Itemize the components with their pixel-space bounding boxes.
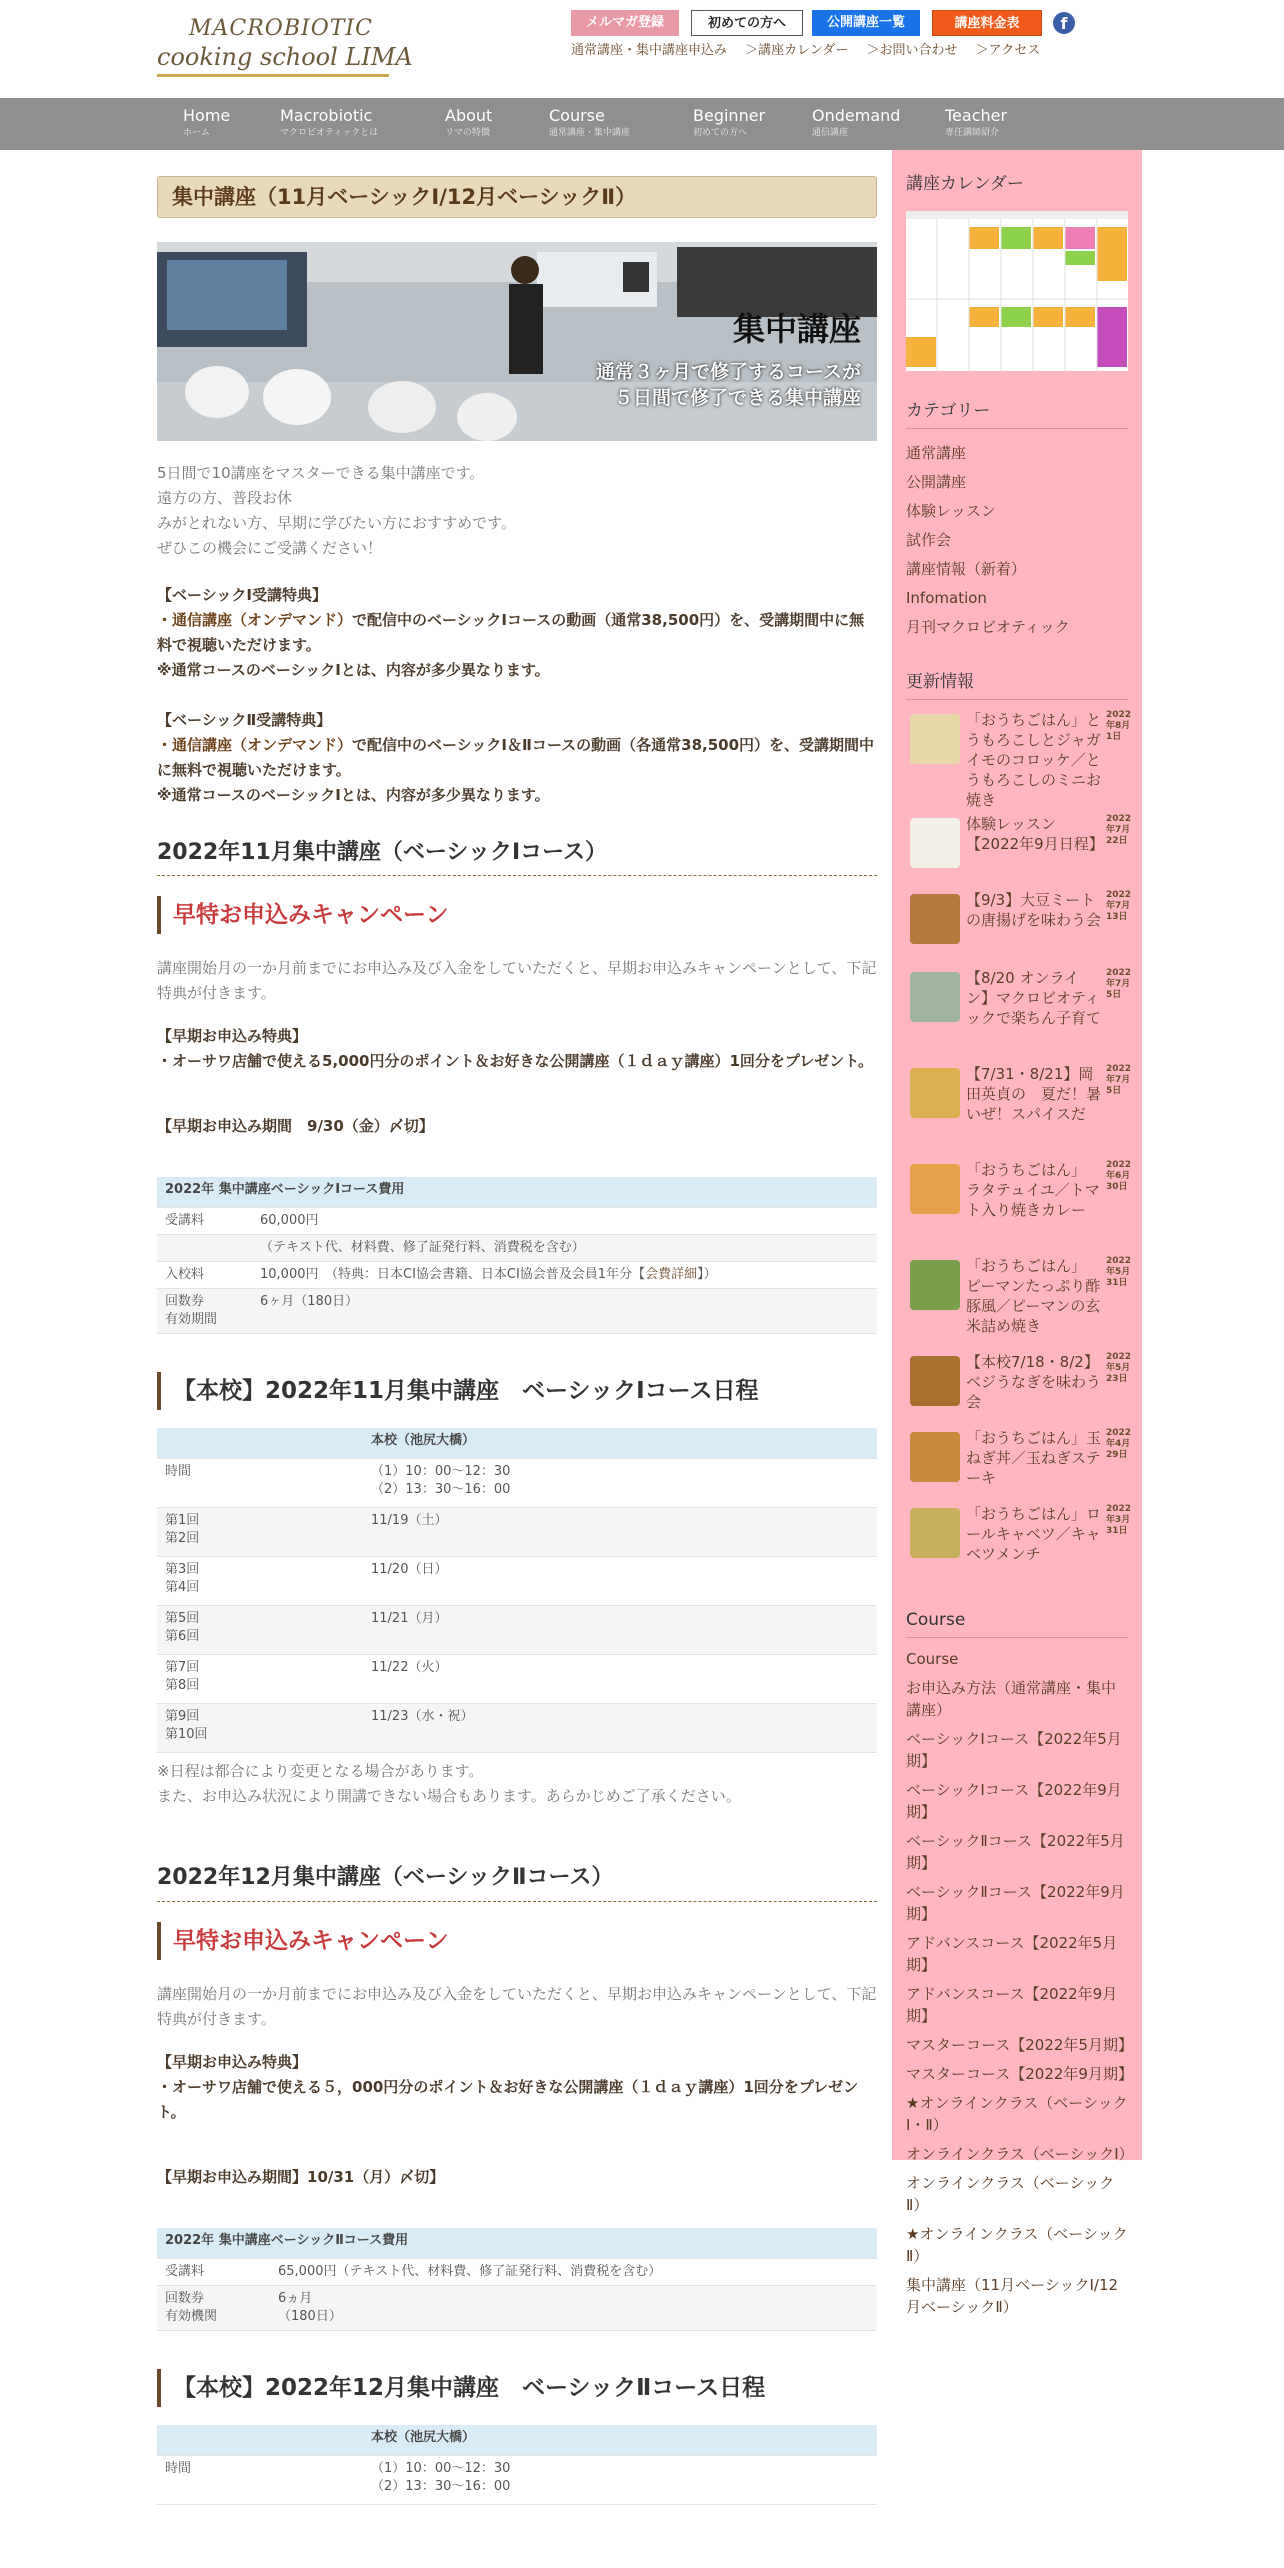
beginner-button[interactable]: 初めての方へ [691,10,803,36]
nov-perk-heading: 【早期お申込み特典】 [157,1027,308,1046]
schedule-blank-header [157,2425,363,2456]
top-links [571,40,1054,62]
fee-label [157,1235,252,1262]
course-item[interactable]: Course [906,1649,959,1668]
category-item[interactable]: 通常講座 [906,443,967,462]
hero-line1: 通常３ヶ月で修了するコースが [595,361,861,383]
link-apply[interactable]: 通常講座・集中講座申込み [571,43,728,58]
schedule-label: 第9回 第10回 [157,1704,363,1753]
course-item[interactable]: オンラインクラス（ベーシックⅠ） [906,2144,1134,2163]
fee-label: 入校料 [157,1262,252,1289]
news-item[interactable] [906,709,1132,814]
course-item[interactable]: ベーシックⅡコース【2022年5月期】 [906,1831,1125,1872]
news-thumbnail [910,1432,960,1482]
course-list [906,1648,1134,2318]
course-calendar[interactable] [906,211,1128,371]
news-title[interactable]: 【8/20 オンライン】マクロビオティックで楽ちん子育て [966,968,1102,1027]
nov-fee-table [157,1177,877,1334]
link-access[interactable]: ＞アクセス [975,43,1041,58]
news-title[interactable]: 体験レッスン【2022年9月日程】 [966,814,1104,853]
category-list [906,439,1128,642]
nov-campaign-text: 講座開始月の一か月前までにお申込み及び入金をしていただくと、早期お申込みキャンペーンとして、下記特典が付きます。 [157,959,877,1003]
category-title: カテゴリー [906,397,1128,429]
news-date: 2022年7月13日 [1106,889,1132,922]
nav-macrobiotic[interactable]: Macrobiotic マクロビオティックとは [280,106,379,138]
fee-label: 受講料 [157,2258,270,2285]
benefit-basic2 [157,708,877,808]
news-item[interactable] [906,1351,1132,1428]
news-item[interactable] [906,1503,1132,1580]
page-title: 集中講座（11月ベーシックⅠ/12月ベーシックⅡ） [157,176,877,218]
fee-value-tail: 】） [697,1267,717,1283]
news-title[interactable]: 【本校7/18・8/2】ベジうなぎを味わう会 [966,1352,1102,1411]
course-item[interactable]: 集中講座（11月ベーシックⅠ/12月ベーシックⅡ） [906,2275,1119,2316]
schedule-label: 時間 [157,2455,363,2504]
schedule-value: 11/21（月） [363,1606,877,1655]
news-date: 2022年3月31日 [1106,1503,1132,1536]
schedule-value: （1）10：00～12：30 （2）13：30～16：00 [363,2455,877,2504]
logo-line1: MACROBIOTIC [189,16,373,41]
fee-value: 60,000円 [252,1208,877,1235]
benefit-heading: 【ベーシックⅡ受講特典】 [157,711,332,729]
news-item[interactable] [906,1255,1132,1352]
nav-teacher[interactable]: Teacher 専任講師紹介 [945,106,1008,138]
news-item[interactable] [906,813,1132,890]
intro [157,461,877,561]
news-thumbnail [910,894,960,944]
news-thumbnail [910,1164,960,1214]
nov-deadline: 【早期お申込み期間 9/30（金）〆切】 [157,1117,434,1136]
fee-label: 受講料 [157,1208,252,1235]
schedule-value: 11/22（火） [363,1655,877,1704]
course-item[interactable]: アドバンスコース【2022年9月期】 [906,1984,1118,2025]
category-item[interactable]: 月刊マクロビオティック [906,617,1070,636]
logo[interactable] [157,10,413,78]
news-item[interactable] [906,967,1132,1064]
dec-campaign-text: 講座開始月の一か月前までにお申込み及び入金をしていただくと、早期お申込みキャンペーンとして、下記特典が付きます。 [157,1984,877,2028]
news-thumbnail [910,972,960,1022]
dec-fee-table [157,2228,877,2331]
schedule-label: 第7回 第8回 [157,1655,363,1704]
fee-header: 2022年 集中講座ベーシックⅡコース費用 [157,2228,877,2259]
news-title: 更新情報 [906,668,1128,700]
news-thumbnail [910,714,960,764]
course-title: Course [906,1606,1128,1638]
news-title[interactable]: 【7/31・8/21】岡田英貞の 夏だ！暑いぜ！スパイスだ [966,1064,1102,1123]
news-date: 2022年8月1日 [1106,709,1132,742]
benefit-basic1 [157,583,877,683]
hero-caption [596,359,861,411]
intro-line: ぜひこの機会にご受講ください！ [157,539,383,557]
nav-about[interactable]: About リマの特徴 [445,106,493,138]
nov-schedule-heading: 【本校】2022年11月集中講座 ベーシックⅠコース日程 [157,1372,877,1410]
ondemand-link[interactable]: ・通信講座（オンデマンド） [157,611,353,629]
benefit-heading: 【ベーシックⅠ受講特典】 [157,586,327,604]
nov-heading: 2022年11月集中講座（ベーシックⅠコース） [157,834,877,876]
fee-value: 6ヶ月（180日） [252,1289,877,1334]
dec-deadline: 【早期お申込み期間】10/31（月）〆切】 [157,2167,445,2186]
news-item[interactable] [906,1063,1132,1160]
course-item[interactable]: マスターコース【2022年5月期】 [906,2035,1133,2054]
nav-home[interactable]: Home ホーム [183,106,231,138]
hero-image [157,242,877,441]
nav-course[interactable]: Course 通常講座・集中講座 [549,106,631,138]
news-item[interactable] [906,1427,1132,1504]
schedule-label: 時間 [157,1459,363,1508]
news-date: 2022年4月29日 [1106,1427,1132,1460]
fee-value: 6ヵ月 （180日） [270,2285,877,2330]
course-item[interactable]: ★オンラインクラス（ベーシックⅠ・Ⅱ） [906,2093,1128,2134]
logo-underline [157,74,389,77]
intro-line: みがとれない方、早期に学びたい方におすすめです。 [157,514,516,532]
intro-line: 5日間で10講座をマスターできる集中講座です。 [157,464,485,482]
news-title[interactable]: 「おうちごはん」ロールキャベツ／キャベツメンチ [966,1504,1102,1563]
nov-campaign-heading: 早特お申込みキャンペーン [157,896,877,934]
nav-beginner[interactable]: Beginner 初めての方へ [693,106,766,138]
category-item[interactable]: 試作会 [906,530,952,549]
calendar-title: 講座カレンダー [906,174,1024,194]
news-list [906,709,1132,1580]
dec-schedule-heading: 【本校】2022年12月集中講座 ベーシックⅡコース日程 [157,2369,877,2407]
nov-note2: また、お申込み状況により開講できない場合もあります。あらかじめご了承ください。 [157,1787,741,1806]
nav-ondemand[interactable]: Ondemand 通信講座 [812,106,901,138]
schedule-label: 第1回 第2回 [157,1508,363,1557]
news-item[interactable] [906,1159,1132,1256]
category-item[interactable]: 公開講座 [906,472,967,491]
schedule-value: 11/23（水・祝） [363,1704,877,1753]
link-calendar[interactable]: ＞講座カレンダー [745,43,849,58]
dec-campaign-heading: 早特お申込みキャンペーン [157,1922,877,1960]
course-item[interactable]: オンラインクラス（ベーシックⅡ） [906,2173,1115,2214]
course-item[interactable]: ベーシックⅠコース【2022年9月期】 [906,1780,1122,1821]
main-content [157,150,877,2505]
news-title[interactable]: 【9/3】大豆ミートの唐揚げを味わう会 [966,890,1102,929]
schedule-col-header: 本校（池尻大橋） [363,1428,877,1459]
fee-value-cell [252,1262,877,1289]
news-date: 2022年5月31日 [1106,1255,1132,1288]
fee-details-link[interactable]: 会費詳細 [645,1267,698,1283]
main-nav [0,98,1284,150]
news-thumbnail [910,1356,960,1406]
facebook-icon[interactable]: f [1053,12,1075,34]
news-date: 2022年6月30日 [1106,1159,1132,1192]
course-item[interactable]: お申込み方法（通常講座・集中講座） [906,1678,1117,1719]
news-title[interactable]: 「おうちごはん」玉ねぎ丼／玉ねぎステーキ [966,1428,1102,1487]
news-title[interactable]: 「おうちごはん」ピーマンたっぷり酢豚風／ピーマンの玄米詰め焼き [966,1256,1101,1335]
fee-value: （テキスト代、材料費、修了証発行料、消費税を含む） [252,1235,877,1262]
intro-line: 遠方の方、普段お休 [157,489,293,507]
public-courses-button[interactable]: 公開講座一覧 [812,10,920,36]
nov-perk: ・オーサワ店舗で使える5,000円分のポイント＆お好きな公開講座（１ｄａｙ講座）1回分をプレゼント。 [157,1052,873,1071]
course-item[interactable]: ★オンラインクラス（ベーシックⅡ） [906,2224,1128,2265]
news-title[interactable]: 「おうちごはん」とうもろこしとジャガイモのコロッケ／とうもろこしのミニお焼き [966,710,1102,809]
dec-schedule-table [157,2425,877,2505]
benefit-note: ※通常コースのベーシックⅠとは、内容が多少異なります。 [157,786,550,804]
nov-note1: ※日程は都合により変更となる場合があります。 [157,1762,484,1781]
category-item[interactable]: 講座情報（新着） [906,559,1027,578]
category-item[interactable]: Infomation [906,588,987,607]
benefit-text: で配信中のベーシックⅠコースの動画（通常38,500円）を、受講期間中に無料で視聴いただけます。 [157,611,865,654]
schedule-label: 第3回 第4回 [157,1557,363,1606]
news-thumbnail [910,1260,960,1310]
fee-label: 回数券 有効機関 [157,2285,270,2330]
dec-heading: 2022年12月集中講座（ベーシックⅡコース） [157,1859,877,1901]
course-item[interactable]: マスターコース【2022年9月期】 [906,2064,1133,2083]
ondemand-link[interactable]: ・通信講座（オンデマンド） [157,736,353,754]
schedule-col-header: 本校（池尻大橋） [363,2425,877,2456]
category-item[interactable]: 体験レッスン [906,501,996,520]
news-thumbnail [910,1508,960,1558]
dec-perk-heading: 【早期お申込み特典】 [157,2052,308,2071]
benefit-note: ※通常コースのベーシックⅠとは、内容が多少異なります。 [157,661,550,679]
news-thumbnail [910,1068,960,1118]
news-date: 2022年7月5日 [1106,967,1132,1000]
news-thumbnail [910,818,960,868]
schedule-value: 11/20（日） [363,1557,877,1606]
fee-value: 65,000円（テキスト代、材料費、修了証発行料、消費税を含む） [270,2258,877,2285]
schedule-value: （1）10：00～12：30 （2）13：30～16：00 [363,1459,877,1508]
news-item[interactable] [906,889,1132,968]
dec-perk: ・オーサワ店舗で使える５，000円分のポイント＆お好きな公開講座（１ｄａｙ講座）1回分をプレゼント。 [157,2077,859,2121]
news-date: 2022年7月5日 [1106,1063,1132,1096]
course-item[interactable]: アドバンスコース【2022年5月期】 [906,1933,1118,1974]
news-date: 2022年5月23日 [1106,1351,1132,1384]
sidebar [892,150,1142,2316]
course-item[interactable]: ベーシックⅠコース【2022年5月期】 [906,1729,1122,1770]
schedule-value: 11/19（土） [363,1508,877,1557]
header [0,0,1284,98]
fee-label: 回数券 有効期間 [157,1289,252,1334]
fee-value: 10,000円 （特典：日本CI協会書籍、日本CI協会普及会員1年分【 [260,1267,646,1283]
logo-line2: cooking school LIMA [157,43,413,71]
hero-title: 集中講座 [732,310,861,348]
course-item[interactable]: ベーシックⅡコース【2022年9月期】 [906,1882,1125,1923]
fee-header: 2022年 集中講座ベーシックⅠコース費用 [157,1177,877,1208]
course-fees-button[interactable]: 講座料金表 [932,10,1042,36]
nov-schedule-table [157,1428,877,1753]
news-date: 2022年7月22日 [1106,813,1132,846]
link-contact[interactable]: ＞お問い合わせ [866,43,958,58]
news-title[interactable]: 「おうちごはん」ラタテュイユ／トマト入り焼きカレー [966,1160,1100,1219]
hero-line2: ５日間で修了できる集中講座 [613,387,861,409]
schedule-label: 第5回 第6回 [157,1606,363,1655]
schedule-blank-header [157,1428,363,1459]
benefit-text: で配信中のベーシックⅠ＆Ⅱコースの動画（各通常38,500円）を、受講期間中に無料で視聴いただけます。 [157,736,875,779]
newsletter-button[interactable]: メルマガ登録 [571,10,679,36]
